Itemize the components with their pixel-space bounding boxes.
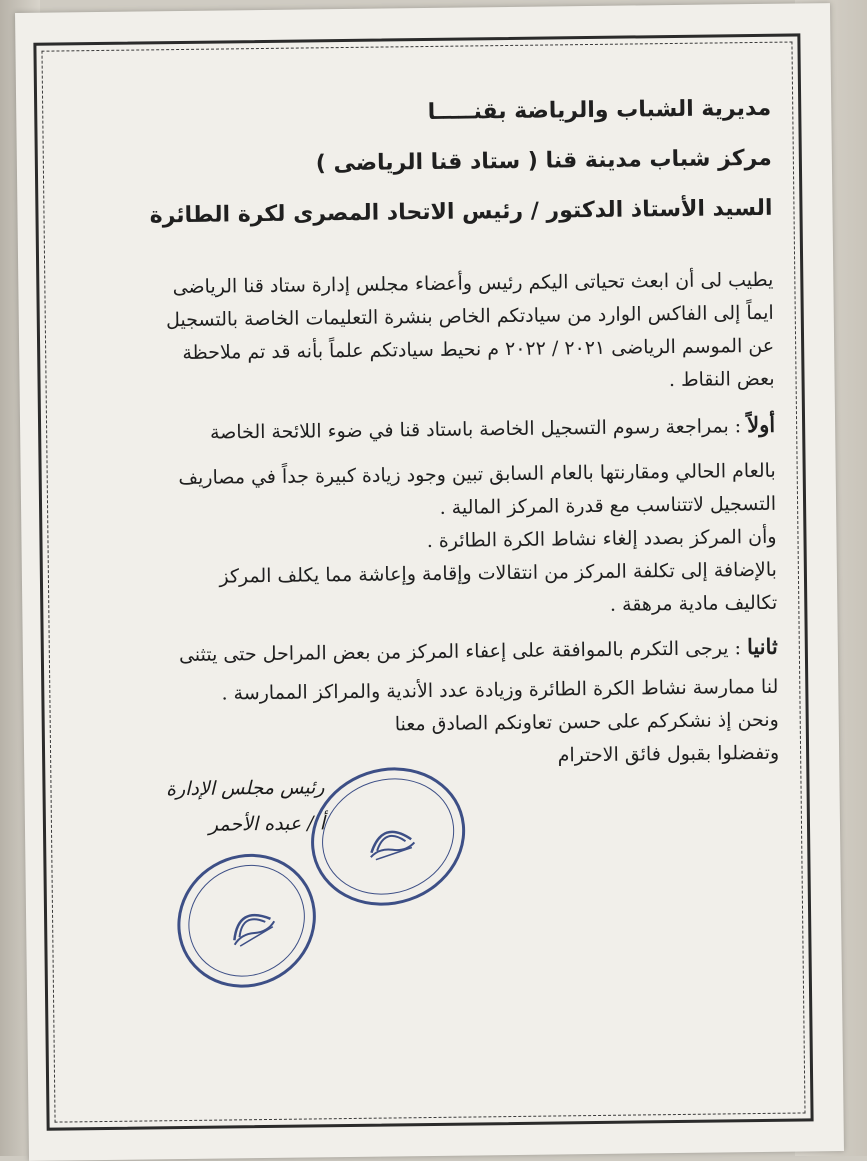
addressee: السيد الأستاذ الدكتور / رئيس الاتحاد المصرى لكرة الطائرة [149, 195, 773, 229]
letter-page [15, 3, 844, 1161]
signature-name: أ / عبده الأحمر [208, 812, 326, 836]
point-one-text: : بمراجعة رسوم التسجيل الخاصة باستاد قنا في ضوء اللائحة الخاصة [209, 415, 748, 444]
closing-regards: وتفضلوا بقبول فائق الاحترام [557, 741, 780, 767]
point-two-keyword: ثانيا [746, 633, 778, 660]
point-two-text: : يرجى التكرم بالموافقة على إعفاء المركز من بعض المراحل حتى يتثنى [178, 637, 748, 667]
letterhead-directorate: مديرية الشباب والرياضة بقنـــــا [427, 95, 772, 125]
point-one-line-6: تكاليف مادية مرهقة . [609, 591, 778, 616]
point-one-line-4: وأن المركز بصدد إلغاء نشاط الكرة الطائرة . [426, 525, 777, 553]
point-one-line-2: بالعام الحالي ومقارنتها بالعام السابق تبين وجود زيادة كبيرة جداً في مصاريف [178, 459, 776, 490]
intro-line-4: بعض النقاط . [668, 367, 775, 392]
letter-content [76, 84, 779, 778]
letterhead-center: مركز شباب مدينة قنا ( ستاد قنا الرياضى ) [315, 145, 773, 177]
point-one-keyword: أولاً [746, 411, 776, 438]
intro-line-3: عن الموسم الرياضى ٢٠٢١ / ٢٠٢٢ م نحيط سيادتكم علماً بأنه قد تم ملاحظة [182, 334, 775, 365]
point-two-line-2: لنا ممارسة نشاط الكرة الطائرة وزيادة عدد الأندية والمراكز الممارسة . [221, 675, 779, 705]
intro-line-1: يطيب لى أن ابعث تحياتى اليكم رئيس وأعضاء مجلس إدارة ستاد قنا الرياضى [172, 268, 774, 299]
intro-line-2: ايماً إلى الفاكس الوارد من سيادتكم الخاص بنشرة التعليمات الخاصة بالتسجيل [165, 301, 774, 332]
signature-block [104, 769, 325, 844]
point-one-line-3: التسجيل لاتتناسب مع قدرة المركز المالية . [439, 492, 777, 519]
signature-title: رئيس مجلس الإدارة [165, 776, 325, 801]
closing-thanks: ونحن إذ نشكركم على حسن تعاونكم الصادق معنا [394, 708, 779, 736]
point-one-line-5: بالإضافة إلى تكلفة المركز من انتقالات وإقامة وإعاشة مما يكلف المركز [219, 558, 778, 588]
